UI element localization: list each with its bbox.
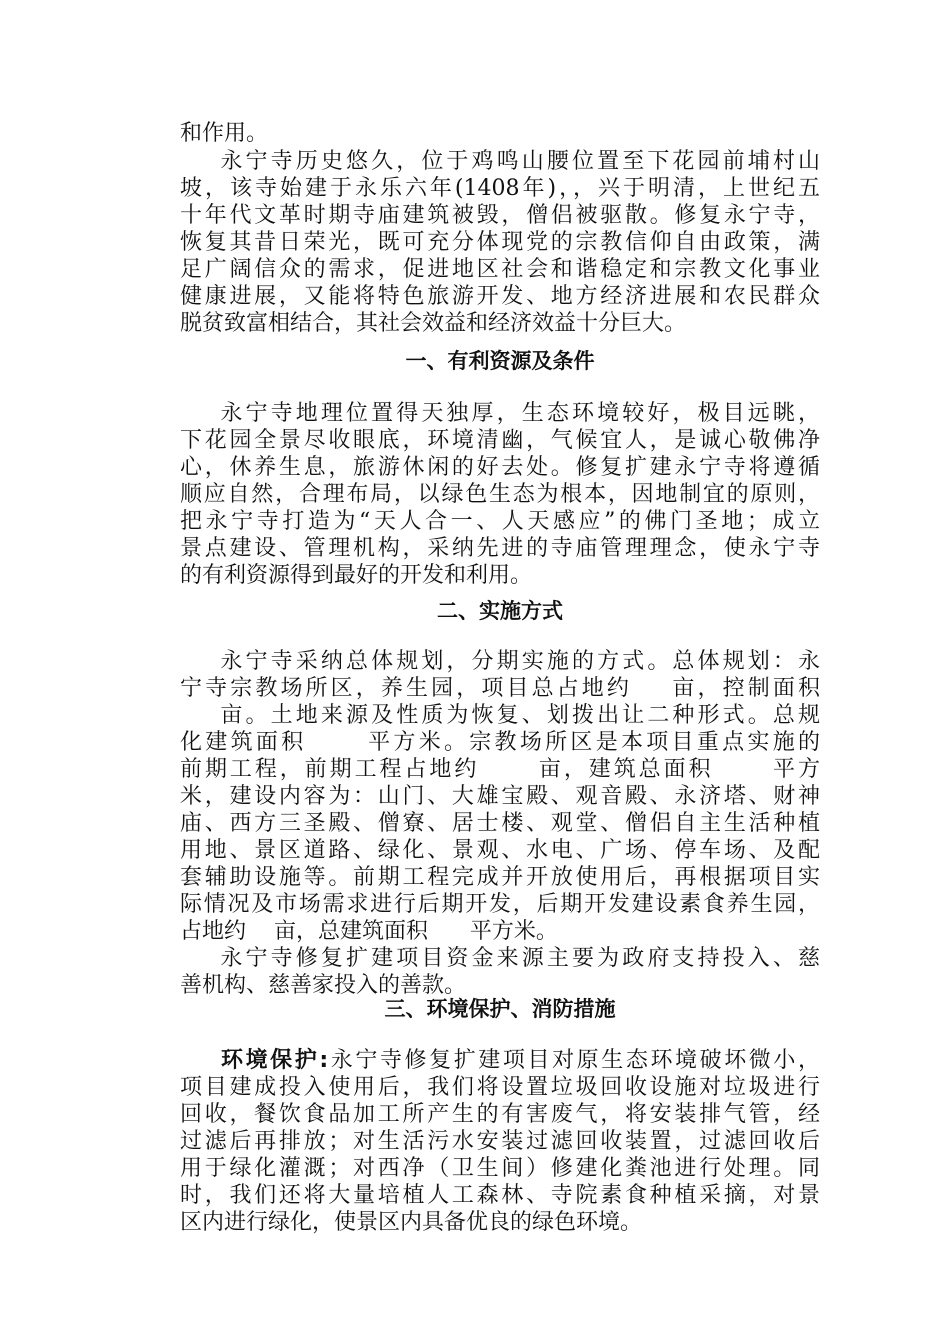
- text-line: 化建筑面积 平方米。宗教场所区是本项目重点实施的: [180, 730, 820, 755]
- section-heading-environment: 三、环境保护、消防措施: [384, 997, 616, 1021]
- section-heading-resources: 一、有利资源及条件: [405, 349, 595, 373]
- text-line: 善机构、慈善家投入的善款。: [180, 973, 467, 998]
- text-line: 足广阔信众的需求，促进地区社会和谐稳定和宗教文化事业: [180, 257, 820, 282]
- text-line: 米，建设内容为：山门、大雄宝殿、观音殿、永济塔、财神: [180, 784, 820, 809]
- text-line: 用于绿化灌溉；对西净（卫生间）修建化粪池进行处理。同: [180, 1156, 820, 1181]
- paragraph-continuation: [180, 120, 820, 147]
- text-line: 把永宁寺打造为“天人合一、人天感应”的佛门圣地；成立: [180, 509, 820, 534]
- text-line: 顺应自然，合理布局，以绿色生态为根本，因地制宜的原则，: [180, 482, 820, 507]
- text-line: 庙、西方三圣殿、僧寮、居士楼、观堂、僧侣自主生活种植: [180, 811, 820, 836]
- text-line: [180, 1047, 820, 1074]
- text-line: 恢复其昔日荣光，既可充分体现党的宗教信仰自由政策，满: [180, 230, 820, 255]
- text-line: 永宁寺采纳总体规划，分期实施的方式。总体规划：永: [180, 649, 820, 674]
- text-line: 脱贫致富相结合，其社会效益和经济效益十分巨大。: [180, 311, 687, 336]
- paragraph-environment: [180, 1047, 820, 1236]
- text-line: 永宁寺历史悠久，位于鸡鸣山腰位置至下花园前埔村山: [180, 149, 820, 174]
- paragraph-funding: [180, 945, 820, 999]
- text-line: 心，休养生息，旅游休闲的好去处。修复扩建永宁寺将遵循: [180, 455, 820, 480]
- text-line: 际情况及市场需求进行后期开发，后期开发建设素食养生园，: [180, 892, 820, 917]
- paragraph-resources: [180, 400, 820, 589]
- text-line: 项目建成投入使用后，我们将设置垃圾回收设施对垃圾进行: [180, 1075, 820, 1100]
- paragraph-implementation: [180, 648, 820, 945]
- text-line: 永宁寺修复扩建项目资金来源主要为政府支持投入、慈: [180, 946, 820, 971]
- text-line: 前期工程，前期工程占地约 亩，建筑总面积 平方: [180, 757, 820, 782]
- text-line: 区内进行绿化，使景区内具备优良的绿色环境。: [180, 1210, 643, 1235]
- text-line: 永宁寺地理位置得天独厚，生态环境较好，极目远眺，: [180, 401, 820, 426]
- text-line: 坡，该寺始建于永乐六年(1408年)，，兴于明清，上世纪五: [180, 176, 820, 201]
- text-line: 过滤后再排放；对生活污水安装过滤回收装置，过滤回收后: [180, 1129, 820, 1154]
- text-line: 宁寺宗教场所区，养生园，项目总占地约 亩，控制面积: [180, 676, 820, 701]
- text-line: 亩。土地来源及性质为恢复、划拨出让二种形式。总规: [180, 703, 820, 728]
- text-line: 景点建设、管理机构，采纳先进的寺庙管理理念，使永宁寺: [180, 536, 820, 561]
- text-line: 健康进展，又能将特色旅游开发、地方经济进展和农民群众: [180, 284, 820, 309]
- text-line: 套辅助设施等。前期工程完成并开放使用后，再根据项目实: [180, 865, 820, 890]
- text-line: 时，我们还将大量培植人工森林、寺院素食种植采摘，对景: [180, 1183, 820, 1208]
- paragraph-intro: [180, 148, 820, 337]
- text-line: 用地、景区道路、绿化、景观、水电、广场、停车场、及配: [180, 838, 820, 863]
- text-line: 占地约 亩，总建筑面积 平方米。: [180, 919, 558, 944]
- text-line: 回收，餐饮食品加工所产生的有害废气，将安装排气管，经: [180, 1102, 820, 1127]
- text-line: 的有利资源得到最好的开发和利用。: [180, 563, 533, 588]
- text-line-rest: 永宁寺修复扩建项目对原生态环境破坏微小，: [328, 1048, 820, 1073]
- environment-lead-label: 环境保护:: [180, 1048, 329, 1073]
- text-line: 和作用。: [180, 121, 269, 146]
- text-line: 十年代文革时期寺庙建筑被毁，僧侣被驱散。修复永宁寺，: [180, 203, 820, 228]
- section-heading-implementation: 二、实施方式: [437, 599, 563, 623]
- text-line: 下花园全景尽收眼底，环境清幽，气候宜人，是诚心敬佛净: [180, 428, 820, 453]
